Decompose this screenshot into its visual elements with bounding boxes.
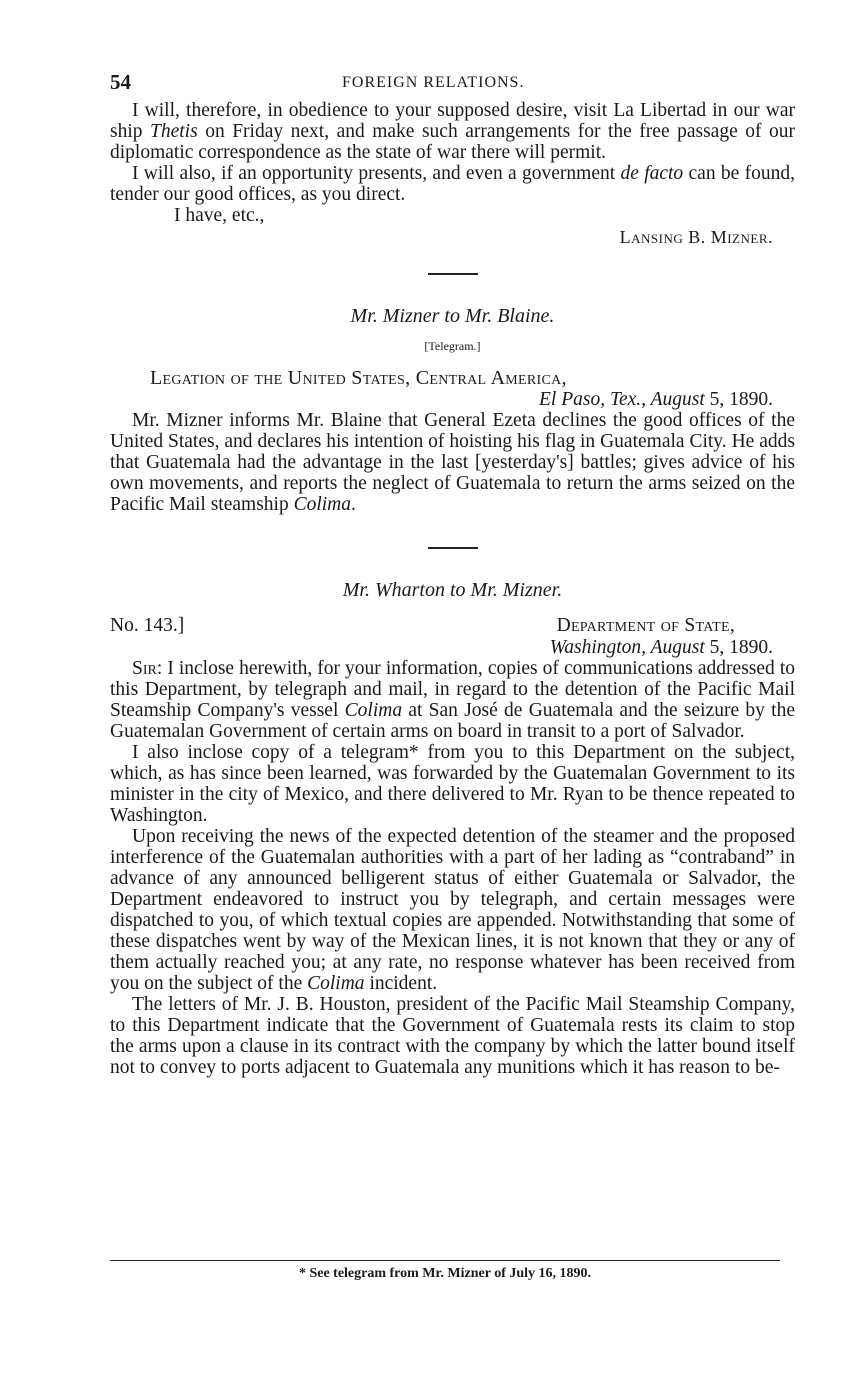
letter-closing: I have, etc., <box>174 205 265 226</box>
letter-signature: Lansing B. Mizner. <box>619 227 773 247</box>
footnote-rule <box>110 1260 780 1261</box>
dispatch-header-row <box>110 615 795 637</box>
document-page <box>110 70 796 1281</box>
telegram-heading: Mr. Mizner to Mr. Blaine. <box>350 305 555 327</box>
telegram-body: Mr. Mizner informs Mr. Blaine that General Ezeta declines the good offices of the United States, and declares his intention of hoisting his flag in Guatemala City. He adds that Guatemala had the advantage in the last [yesterday's] battles; gives advice of his own movements, and reports the neglect of Guatemala to return the arms seized on the Pacific Mail steamship Colima. <box>110 410 795 515</box>
footnote: * See telegram from Mr. Mizner of July 16, 1890. <box>298 1266 592 1281</box>
department-name: Department of State, <box>556 615 735 636</box>
dispatch-number: No. 143.] <box>110 615 185 636</box>
letter-paragraph-1: I will, therefore, in obedience to your supposed desire, visit La Libertad in our war ship Thetis on Friday next, and make such arrangements for the free passage of our diplomatic correspondence as the state of war there will permit. <box>110 100 795 163</box>
dispatch-heading: Mr. Wharton to Mr. Mizner. <box>342 579 563 601</box>
telegram-dateline: El Paso, Tex., August 5, 1890. <box>538 389 773 410</box>
dispatch-paragraph-3: Upon receiving the news of the expected detention of the steamer and the proposed interference of the Guatemalan authorities with a part of her lading as “contraband” in advance of any announced belligerent status of either Guatemala or Salvador, the Department endeavored to instruct you by telegraph, and certain messages were dispatched to you, of which textual copies are appended. Notwithstanding that some of these dispatches went by way of the Mexican lines, it is not known that they or any of them actually reached you; at any rate, no response whatever has been received from you on the subject of the Colima incident. <box>110 826 795 994</box>
dispatch-paragraph-1: Sir: I inclose herewith, for your information, copies of communications addressed to this Department, by telegraph and mail, in regard to the detention of the Pacific Mail Steamship Company's vessel Colima at San José de Guatemala and the seizure by the Guatemalan Government of certain arms on board in transit to a port of Salvador. <box>110 658 796 742</box>
dispatch-paragraph-4: The letters of Mr. J. B. Houston, president of the Pacific Mail Steamship Company, to this Department indicate that the Government of Guatemala rests its claim to stop the arms upon a clause in its contract with the company by which the latter bound itself not to convey to ports adjacent to Guatemala any munitions which it has reason to be- <box>110 994 795 1078</box>
running-title: FOREIGN RELATIONS. <box>342 74 525 91</box>
page-number: 54 <box>110 70 131 94</box>
letter-paragraph-2: I will also, if an opportunity presents, and even a government de facto can be found, tender our good offices, as you direct. <box>110 163 795 205</box>
legation-line: Legation of the United States, Central America, <box>150 367 567 389</box>
dispatch-paragraph-2: I also inclose copy of a telegram* from you to this Department on the subject, which, as has since been learned, was forwarded by the Guatemalan Government to its minister in the city of Mexico, and there delivered to Mr. Ryan to be thence repeated to Washington. <box>110 742 795 826</box>
page-header <box>110 70 795 100</box>
dispatch-dateline: Washington, August 5, 1890. <box>549 637 773 658</box>
telegram-note: [Telegram.] <box>424 339 481 353</box>
